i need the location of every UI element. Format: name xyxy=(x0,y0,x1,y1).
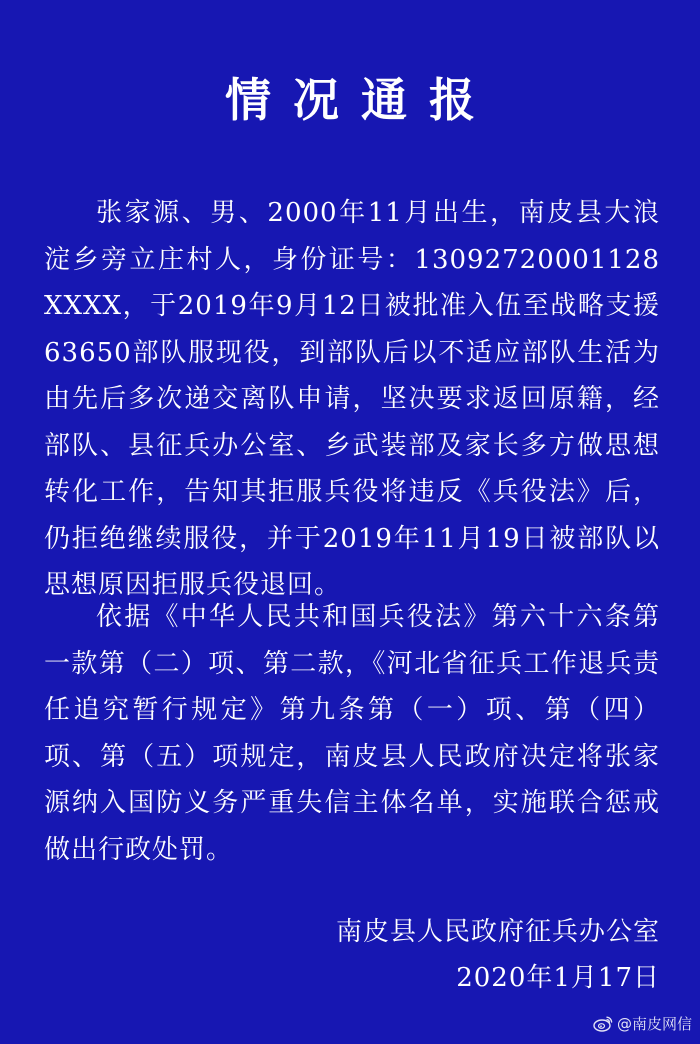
watermark xyxy=(593,1013,692,1034)
watermark-text: @南皮网信 xyxy=(616,1015,692,1033)
paragraph-penalty: 依据《中华人民共和国兵役法》第六十六条第一款第（二）项、第二款，《河北省征兵工作退兵责任追究暂行规定》第九条第（一）项、第（四）项、第（五）项规定，南皮县人民政府决定将张家源纳入国防义务严重失信主体名单，实施联合惩戒做出行政处罚。 xyxy=(44,602,660,865)
signature-organization: 南皮县人民政府征兵办公室 xyxy=(335,917,660,947)
weibo-icon xyxy=(593,1015,613,1032)
signature-date: 2020年1月17日 xyxy=(456,963,660,993)
paragraph-incident: 张家源、男、2000年11月出生，南皮县大浪淀乡旁立庄村人，身份证号：13092720001128XXXX，于2019年9月12日被批准入伍至战略支援63650部队服现役，到部队后以不适应部队生活为由先后多次递交离队申请，坚决要求返回原籍，经部队、县征兵办公室、乡武装部及家长多方做思想转化工作，告知其拒服兵役将违反《兵役法》后，仍拒绝继续服役，并于2019年11月19日被部队以思想原因拒服兵役退回。 xyxy=(44,198,660,600)
page-title: 情况通报 xyxy=(225,73,497,127)
